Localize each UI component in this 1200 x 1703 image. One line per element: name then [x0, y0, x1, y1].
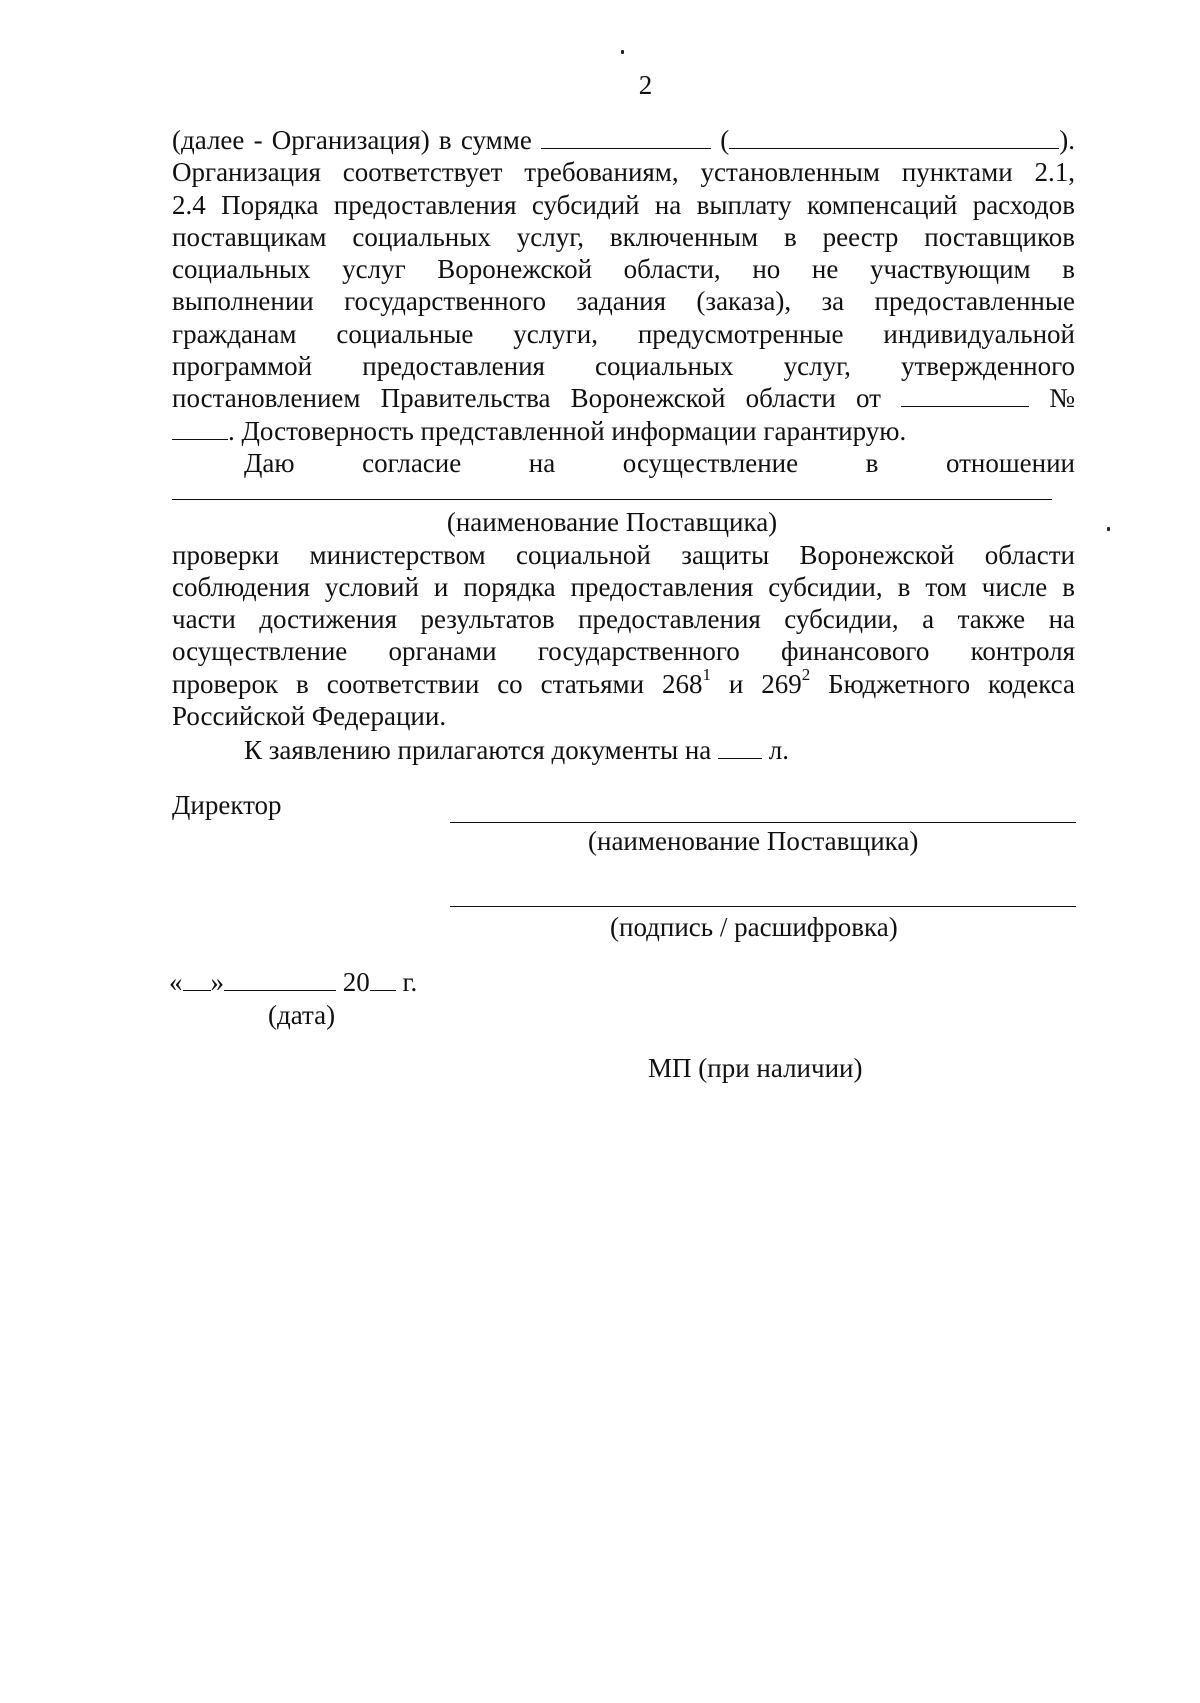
director-supplier-blank[interactable]	[450, 822, 1076, 823]
text-line: 2.4 Порядка предоставления субсидий на выплату компенсаций расходов	[172, 189, 1075, 220]
text-line: программой предоставления социальных услуг, утвержденного	[172, 351, 1075, 382]
stamp-label: МП (при наличии)	[648, 1053, 863, 1083]
text-line: части достижения результатов предоставления субсидии, а также на	[172, 604, 1075, 635]
signature-caption: (подпись / расшифровка)	[610, 912, 898, 942]
text-line: выполнении государственного задания (заказа), за предоставленные	[172, 286, 1075, 317]
page-number: 2	[638, 70, 653, 100]
scan-speck	[621, 50, 624, 54]
text-line: Российской Федерации.	[172, 701, 447, 732]
text-line: . Достоверность представленной информации гарантирую.	[172, 415, 1075, 447]
text-line: осуществление органами государственного финансового контроля	[172, 636, 1075, 667]
amount-in-words-blank[interactable]	[729, 124, 1059, 149]
text-line: социальных услуг Воронежской области, но не участвующим в	[172, 254, 1075, 285]
superscript: 2	[801, 667, 811, 684]
date-caption: (дата)	[268, 1000, 336, 1030]
text-line: Даю согласие на осуществление в отношении	[244, 447, 1075, 478]
text-line: гражданам социальные услуги, предусмотренные индивидуальной	[172, 318, 1075, 349]
amount-blank[interactable]	[541, 124, 711, 149]
text-line: проверки министерством социальной защиты Воронежской области	[172, 539, 1075, 570]
day-blank[interactable]	[183, 966, 211, 991]
document-body	[172, 124, 1075, 767]
supplier-caption: (наименование Поставщика)	[588, 826, 919, 856]
month-blank[interactable]	[224, 966, 336, 991]
signature-blank[interactable]	[450, 906, 1076, 907]
resolution-number-blank[interactable]	[172, 415, 228, 440]
scan-speck	[1107, 527, 1110, 531]
supplier-name-caption: (наименование Поставщика)	[446, 507, 778, 538]
text-line: Организация соответствует требованиям, установленным пунктами 2.1,	[172, 157, 1075, 188]
supplier-name-blank[interactable]	[172, 499, 1052, 500]
year-blank[interactable]	[370, 966, 396, 991]
page-count-blank[interactable]	[718, 734, 762, 759]
text-line: проверок в соответствии со статьями $268^1$ и $269^2$ Бюджетного кодекса	[172, 668, 1075, 700]
resolution-date-blank[interactable]	[901, 382, 1029, 407]
text-line: соблюдения условий и порядка предоставления субсидии, в том числе в	[172, 571, 1075, 602]
date-line: « » 20 г.	[169, 967, 418, 997]
text-line: (далее - Организация) в сумме ( ).	[172, 125, 1075, 155]
text-line: поставщикам социальных услуг, включенным в реестр поставщиков	[172, 221, 1075, 252]
superscript: 1	[702, 667, 711, 684]
director-label: Директор	[172, 790, 282, 820]
text-line: постановлением Правительства Воронежской области от №	[172, 383, 1075, 414]
attachments-line: К заявлению прилагаются документы на л.	[244, 735, 790, 766]
